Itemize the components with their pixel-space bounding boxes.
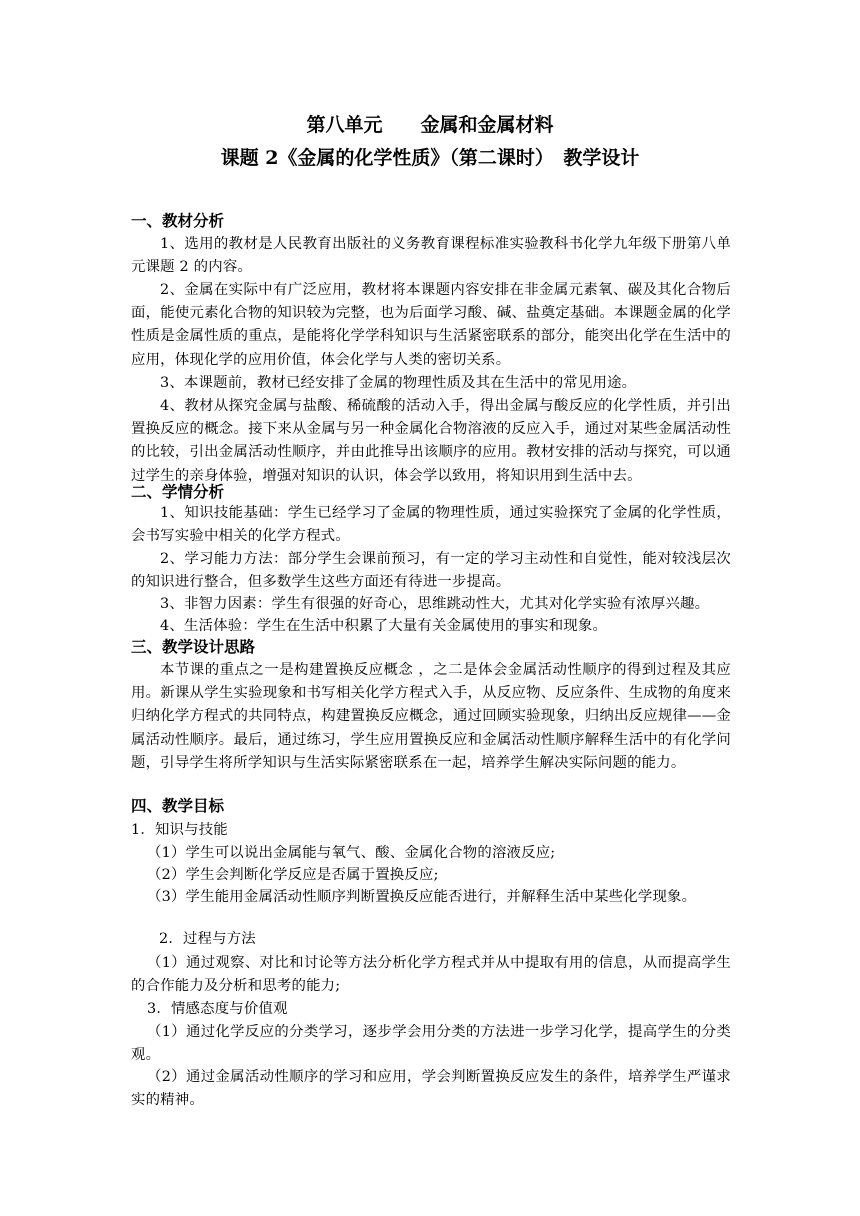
paragraph: 本节课的重点之一是构建置换反应概念 ，之二是体会金属活动性顺序的得到过程及其应用。新课从学生实验现象和书写相关化学方程式入手，从反应物、反应条件、生成物的角度来归纳化学方程式的共同特点，构建置换反应概念，通过回顾实验现象，归纳出反应规律——金属活动性顺序。最后，通过练习，学生应用置换反应和金属活动性顺序解释生活中的有化学问题，引导学生将所学知识与生活实际紧密联系在一起，培养学生解决实际问题的能力。 (131, 662, 731, 771)
paragraph: 3、本课题前，教材已经安排了金属的物理性质及其在生活中的常见用途。 (160, 375, 637, 391)
goal-item: （1）学生可以说出金属能与氧气、酸、金属化合物的溶液反应; (147, 845, 556, 861)
paragraph: 4、生活体验：学生在生活中积累了大量有关金属使用的事实和现象。 (160, 618, 608, 634)
paragraph: 4、教材从探究金属与盐酸、稀硫酸的活动入手，得出金属与酸反应的化学性质，并引出置换反应的概念。接下来从金属与另一种金属化合物溶液的反应入手，通过对某些金属活动性的比较，引出金属活动性顺序，并由此推导出该顺序的应用。教材安排的活动与探究，可以通过学生的亲身体验，增强对知识的认识，体会学以致用，将知识用到生活中去。 (131, 398, 731, 484)
goal-subheading: 2．过程与方法 (159, 931, 256, 947)
paragraph: （2）通过金属活动性顺序的学习和应用，学会判断置换反应发生的条件，培养学生严谨求实的精神。 (131, 1069, 731, 1109)
paragraph: 1、选用的教材是人民教育出版社的义务教育课程标准实验教科书化学九年级下册第八单元课题 2 的内容。 (131, 236, 731, 276)
paragraph: （1）通过观察、对比和讨论等方法分析化学方程式并从中提取有用的信息，从而提高学生的合作能力及分析和思考的能力; (131, 955, 731, 995)
goal-item: （3）学生能用金属活动性顺序判断置换反应能否进行，并解释生活中某些化学现象。 (147, 889, 697, 905)
section-heading-teaching-goals: 四、教学目标 (131, 796, 225, 815)
lesson-title: 课题 2《金属的化学性质》（第二课时） 教学设计 (220, 147, 640, 169)
paragraph: （1）通过化学反应的分类学习，逐步学会用分类的方法进一步学习化学，提高学生的分类观。 (131, 1024, 731, 1064)
section-heading-textbook-analysis: 一、教材分析 (131, 211, 225, 230)
unit-title: 第八单元 金属和金属材料 (306, 114, 554, 136)
goal-item: （2）学生会判断化学反应是否属于置换反应; (147, 867, 439, 883)
paragraph: 2、学习能力方法：部分学生会课前预习，有一定的学习主动性和自觉性，能对较浅层次的知识进行整合，但多数学生这些方面还有待进一步提高。 (131, 551, 731, 591)
section-heading-student-analysis: 二、学情分析 (131, 482, 225, 501)
paragraph: 2、金属在实际中有广泛应用，教材将本课题内容安排在非金属元素氧、碳及其化合物后面，能使元素化合物的知识较为完整，也为后面学习酸、碱、盐奠定基础。本课题金属的化学性质是金属性质的重点，是能将化学学科知识与生活紧密联系的部分，能突出化学在生活中的应用，体现化学的应用价值，体会化学与人类的密切关系。 (131, 282, 731, 368)
section-heading-design-ideas: 三、教学设计思路 (131, 637, 256, 656)
goal-subheading: 3．情感态度与价值观 (147, 1001, 288, 1017)
paragraph: 1、知识技能基础：学生已经学习了金属的物理性质，通过实验探究了金属的化学性质，会书写实验中相关的化学方程式。 (131, 505, 731, 545)
paragraph: 3、非智力因素：学生有很强的好奇心，思维跳动性大，尤其对化学实验有浓厚兴趣。 (160, 596, 710, 612)
goal-subheading: 1．知识与技能 (131, 822, 228, 838)
